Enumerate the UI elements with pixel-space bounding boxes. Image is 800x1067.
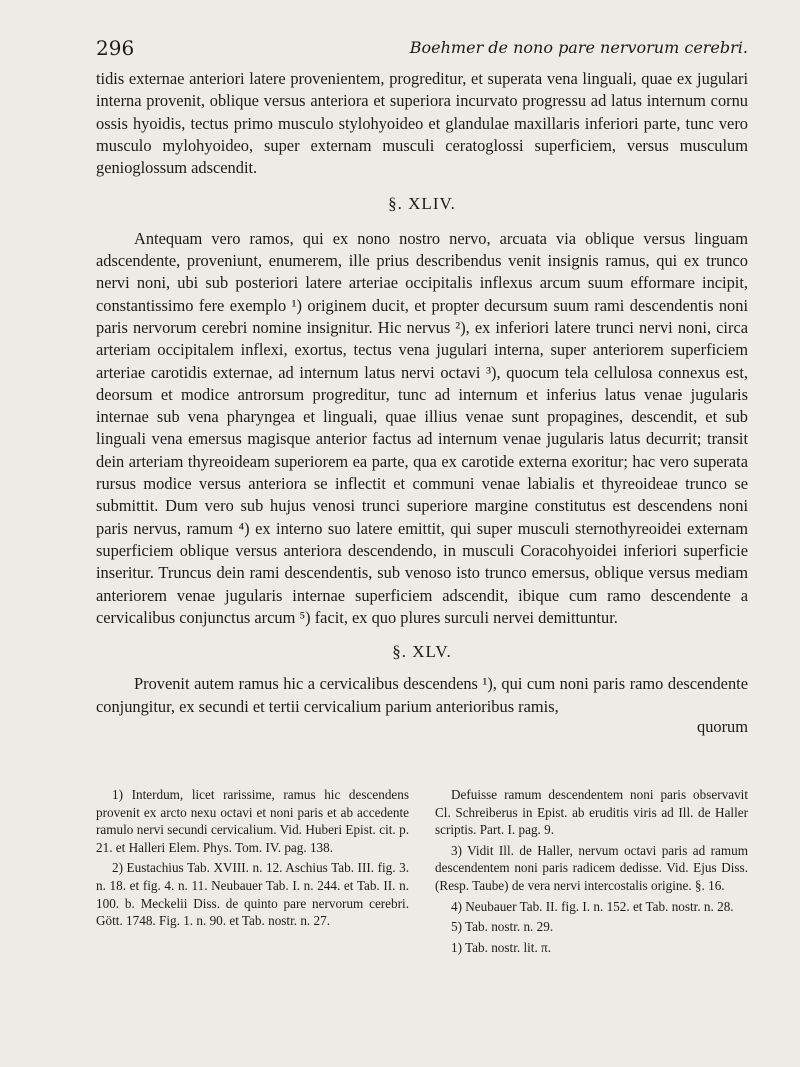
intro-paragraph: tidis externae anteriori latere provenientem, progreditur, et superata vena linguali, quae ex jugulari interna provenit, oblique versus anteriora et superiora incurvato progressu ad latus internum cornu ossis hyoidis, tectus primo musculo stylohyoideo et glandulae maxillaris inferiori parte, tunc vero musculo mylohyoideo, super externam musculi ceratoglossi superficiem, versus musculum genioglossum adscendit.: [96, 69, 748, 178]
footnotes-left-column: [96, 786, 409, 956]
footnotes: [96, 786, 748, 956]
footnote: 1) Interdum, licet rarissime, ramus hic descendens provenit ex arcto nexu octavi et noni paris et ab accedente ramulo nervi secundi cervicalium. Vid. Huberi Epist. cit. p. 21. et Halleri Elem. Phys. Tom. IV. pag. 138.: [96, 787, 409, 855]
section-45-paragraph: Provenit autem ramus hic a cervicalibus descendens ¹), qui cum noni paris ramo descendente conjungitur, ex secundi et tertii cervicalium parium anterioribus ramis,: [96, 674, 748, 716]
section-heading-44: §. XLIV.: [388, 194, 456, 214]
section-heading-45: §. XLV.: [392, 642, 452, 662]
footnote: 3) Vidit Ill. de Haller, nervum octavi paris ad ramum descendentem noni paris radicem dedisse. Vid. Ejus Diss. (Resp. Taube) de vera nervi intercostalis origine. §. 16.: [435, 842, 748, 893]
footnote: 4) Neubauer Tab. II. fig. I. n. 152. et Tab. nostr. n. 28.: [451, 898, 734, 914]
running-title: Boehmer de nono pare nervorum cerebri.: [409, 38, 748, 57]
section-44-paragraph: Antequam vero ramos, qui ex nono nostro nervo, arcuata via oblique versus linguam adscendente, proveniunt, enumerem, ille prius describendus venit insignis ramus, qui ex trunco nervi noni, ubi sub posteriori latere arteriae occipitalis inflexus arcum suum efformare incipit, constantissimo fere exemplo ¹) originem ducit, et propter decursum suum rami descendentis noni paris nervorum cerebri nomine insignitur. Hic nervus ²), ex inferiori latere trunci nervi noni, circa arteriam occipitalem inflexi, exortus, tectus vena jugulari interna, super anteriorem superficiem arteriae carotidis externae, ad internum latus nervi octavi ³), quocum tela cellulosa connexus est, deorsum et modice antrorsum progreditur, tunc ad internum et inferius latus venae jugularis internae sub vena pharyngea et linguali, quae illius venae sunt propagines, descendit, et sub linguali vena emersus magisque anterior factus ad internum venae jugularis latus decurrit; transit dein arteriam thyreoideam superiorem ea parte, qua ex carotide externa exoritur; hac vero superata rursus modice versus anteriora se inflectit et communi venae labialis et thyreoideae trunco se submittit. Dum vero sub hujus venosi trunci superiore margine constitutus est descendens noni paris nervus, ramum ⁴) ex interno suo latere emittit, qui super musculi sternothyreoidei externam superficiem oblique versus anteriora descendendo, in musculi Coracohyoidei inferiori superficie inseritur. Truncus dein rami descendentis, sub venoso isto trunco emersus, oblique versus mediam anteriorem venae jugularis internae superficiem adscendit, ibique cum ramo descendente a cervicalibus conjunctus arcum ⁵) facit, ex quo plures surculi nervei demittuntur.: [96, 228, 748, 627]
footnote: 2) Eustachius Tab. XVIII. n. 12. Aschius Tab. III. fig. 3. n. 18. et fig. 4. n. 11. Neubauer Tab. I. n. 244. et Tab. II. n. 100. b. Meckelii Diss. de quinto pare nervorum cerebri. Gött. 1748. Fig. 1. n. 90. et Tab. nostr. n. 27.: [96, 860, 409, 929]
footnote: 1) Tab. nostr. lit. π.: [451, 939, 551, 955]
page-header: [96, 36, 748, 60]
footnote: 5) Tab. nostr. n. 29.: [451, 919, 554, 935]
catchword: quorum: [697, 717, 748, 737]
footnote: Defuisse ramum descendentem noni paris observavit Cl. Schreiberus in Epist. ab eruditis viris ad Ill. de Haller scriptis. Part. I. pag. 9.: [435, 787, 748, 838]
footnotes-right-column: [435, 786, 748, 956]
main-text: [96, 68, 748, 738]
page-number: 296: [96, 36, 135, 60]
